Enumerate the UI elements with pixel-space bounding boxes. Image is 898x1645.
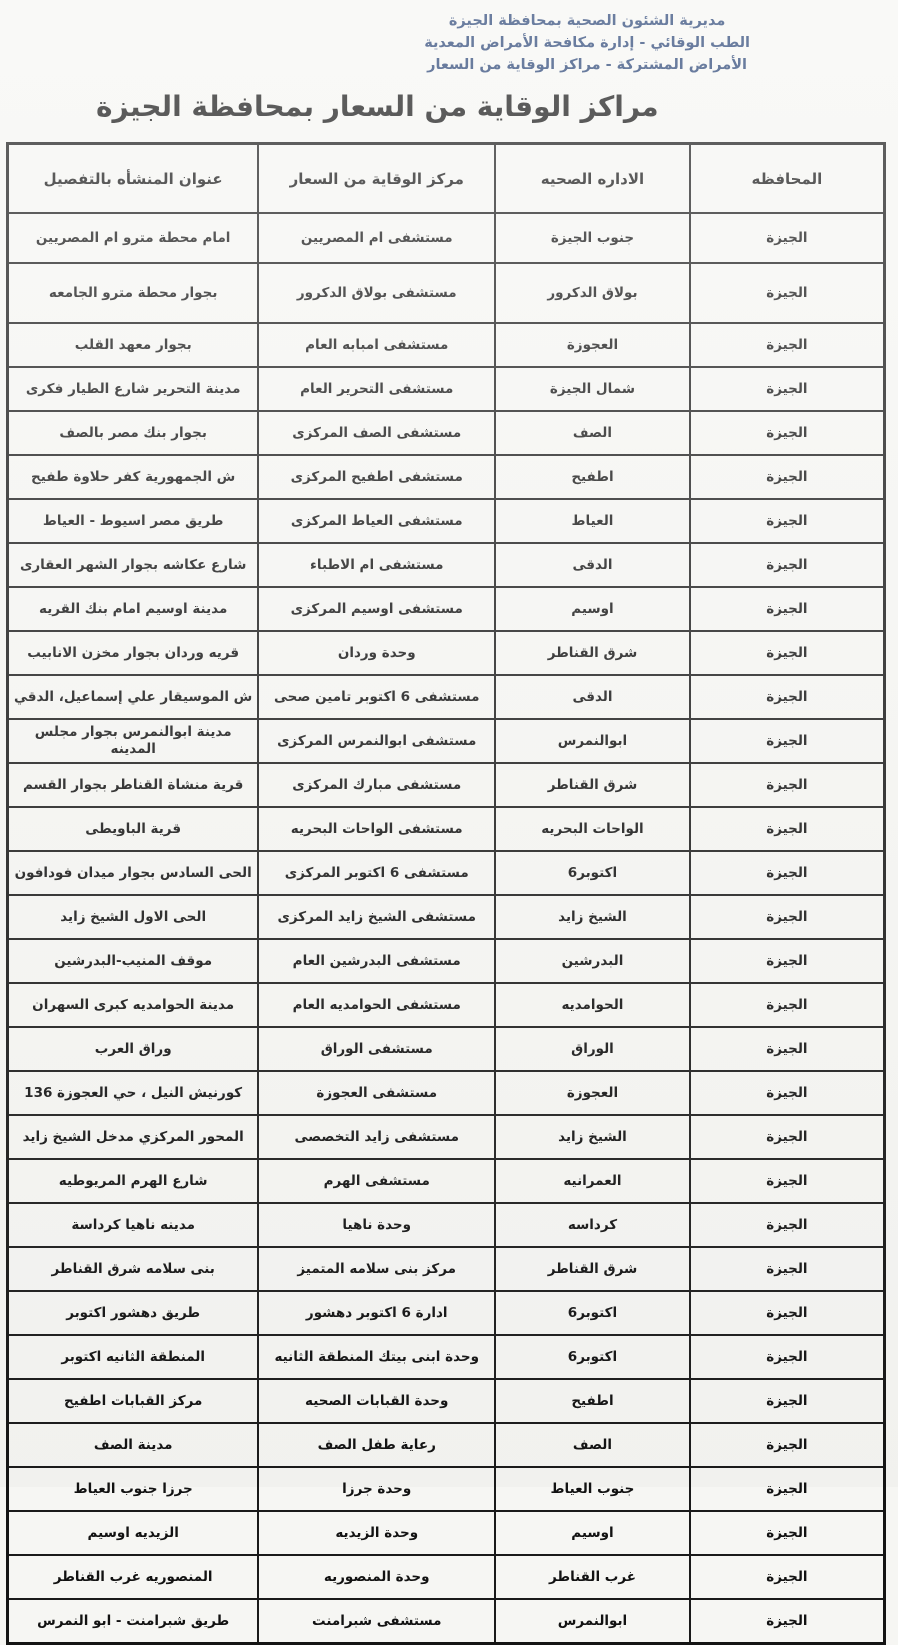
cell-governorate: الجيزة <box>690 939 885 983</box>
table-row <box>8 1247 885 1291</box>
cell-governorate: الجيزة <box>690 675 885 719</box>
cell-address: وراق العرب <box>8 1027 259 1071</box>
cell-center: مستشفى العجوزة <box>258 1071 495 1115</box>
cell-center: مستشفى الوراق <box>258 1027 495 1071</box>
cell-governorate: الجيزة <box>690 1335 885 1379</box>
cell-governorate: الجيزة <box>690 367 885 411</box>
cell-governorate: الجيزة <box>690 1203 885 1247</box>
cell-center: مستشفى العياط المركزى <box>258 499 495 543</box>
cell-center: وحدة وردان <box>258 631 495 675</box>
cell-governorate: الجيزة <box>690 1599 885 1644</box>
cell-governorate: الجيزة <box>690 1511 885 1555</box>
cell-admin: الدقى <box>495 543 690 587</box>
cell-address: قرية منشاة القناطر بجوار القسم <box>8 763 259 807</box>
cell-governorate: الجيزة <box>690 807 885 851</box>
cell-admin: شرق القناطر <box>495 1247 690 1291</box>
table-row <box>8 719 885 763</box>
table-row <box>8 1203 885 1247</box>
cell-governorate: الجيزة <box>690 263 885 323</box>
cell-center: مستشفى 6 اكتوبر تامين صحى <box>258 675 495 719</box>
cell-address: مركز القبابات اطفيح <box>8 1379 259 1423</box>
cell-center: وحدة المنصوريه <box>258 1555 495 1599</box>
cell-admin: جنوب الجيزة <box>495 213 690 263</box>
table-row <box>8 1511 885 1555</box>
cell-address: قريه وردان بجوار مخزن الانابيب <box>8 631 259 675</box>
table-row <box>8 263 885 323</box>
cell-admin: العياط <box>495 499 690 543</box>
cell-center: مستشفى زايد التخصصى <box>258 1115 495 1159</box>
cell-governorate: الجيزة <box>690 1071 885 1115</box>
cell-admin: العجوزة <box>495 1071 690 1115</box>
cell-center: مستشفى الحوامديه العام <box>258 983 495 1027</box>
cell-governorate: الجيزة <box>690 323 885 367</box>
cell-governorate: الجيزة <box>690 1555 885 1599</box>
cell-admin: البدرشين <box>495 939 690 983</box>
cell-address: ش الجمهورية كفر حلاوة طفيح <box>8 455 259 499</box>
table-row <box>8 939 885 983</box>
cell-admin: كرداسه <box>495 1203 690 1247</box>
cell-governorate: الجيزة <box>690 455 885 499</box>
cell-governorate: الجيزة <box>690 719 885 763</box>
cell-governorate: الجيزة <box>690 499 885 543</box>
cell-center: مستشفى شبرامنت <box>258 1599 495 1644</box>
table-row <box>8 763 885 807</box>
cell-admin: غرب القناطر <box>495 1555 690 1599</box>
cell-admin: الدقى <box>495 675 690 719</box>
table-row <box>8 1555 885 1599</box>
table-row <box>8 1423 885 1467</box>
cell-center: رعاية طفل الصف <box>258 1423 495 1467</box>
header-cell-prevention-center: مركز الوقاية من السعار <box>258 144 495 214</box>
cell-address: بجوار معهد القلب <box>8 323 259 367</box>
table-row <box>8 455 885 499</box>
cell-address: شارع الهرم المريوطيه <box>8 1159 259 1203</box>
cell-center: مستشفى اطفيح المركزى <box>258 455 495 499</box>
cell-address: بجوار محطة مترو الجامعه <box>8 263 259 323</box>
table-row <box>8 807 885 851</box>
cell-center: مستشفى الهرم <box>258 1159 495 1203</box>
cell-center: وحدة جرزا <box>258 1467 495 1511</box>
table-row <box>8 1159 885 1203</box>
table-row <box>8 587 885 631</box>
cell-center: مستشفى الشيخ زايد المركزى <box>258 895 495 939</box>
cell-admin: اطفيح <box>495 1379 690 1423</box>
cell-center: مستشفى ام الاطباء <box>258 543 495 587</box>
cell-governorate: الجيزة <box>690 1115 885 1159</box>
cell-address: مدينة اوسيم امام بنك القريه <box>8 587 259 631</box>
cell-governorate: الجيزة <box>690 1159 885 1203</box>
cell-admin: ابوالنمرس <box>495 1599 690 1644</box>
cell-center: ادارة 6 اكتوبر دهشور <box>258 1291 495 1335</box>
cell-address: مدينة الصف <box>8 1423 259 1467</box>
cell-governorate: الجيزة <box>690 895 885 939</box>
cell-address: مدينة ابوالنمرس بجوار مجلس المدينه <box>8 719 259 763</box>
cell-governorate: الجيزة <box>690 411 885 455</box>
cell-address: بجوار بنك مصر بالصف <box>8 411 259 455</box>
cell-governorate: الجيزة <box>690 851 885 895</box>
letterhead-line-3: الأمراض المشتركة - مراكز الوقاية من السعار <box>427 57 748 73</box>
table-row <box>8 213 885 263</box>
cell-center: مستشفى البدرشين العام <box>258 939 495 983</box>
cell-admin: الشيخ زايد <box>495 895 690 939</box>
cell-center: وحدة القبابات الصحيه <box>258 1379 495 1423</box>
cell-address: الزيديه اوسيم <box>8 1511 259 1555</box>
cell-admin: الواحات البحريه <box>495 807 690 851</box>
cell-admin: بولاق الدكرور <box>495 263 690 323</box>
letterhead-line-2: الطب الوقائي - إدارة مكافحة الأمراض المعدية <box>424 35 750 51</box>
cell-governorate: الجيزة <box>690 1379 885 1423</box>
rabies-centers-table-wrap <box>6 142 886 1645</box>
table-row <box>8 1071 885 1115</box>
cell-center: وحدة الزيديه <box>258 1511 495 1555</box>
cell-address: جرزا جنوب العياط <box>8 1467 259 1511</box>
cell-governorate: الجيزة <box>690 1291 885 1335</box>
cell-governorate: الجيزة <box>690 631 885 675</box>
table-row <box>8 631 885 675</box>
cell-governorate: الجيزة <box>690 1467 885 1511</box>
cell-admin: شمال الجيزة <box>495 367 690 411</box>
cell-center: مستشفى الواحات البحريه <box>258 807 495 851</box>
header-cell-health-admin: الاداره الصحيه <box>495 144 690 214</box>
cell-admin: شرق القناطر <box>495 763 690 807</box>
table-row <box>8 1379 885 1423</box>
cell-governorate: الجيزة <box>690 587 885 631</box>
letterhead-line-1: مديرية الشئون الصحية بمحافظة الجيزة <box>448 13 726 29</box>
header-cell-governorate: المحافظه <box>690 144 885 214</box>
cell-admin: اكتوبر6 <box>495 1335 690 1379</box>
table-row <box>8 1335 885 1379</box>
cell-address: كورنيش النيل ، حي العجوزة 136 <box>8 1071 259 1115</box>
table-row <box>8 499 885 543</box>
cell-admin: اطفيح <box>495 455 690 499</box>
cell-address: المنصوريه غرب القناطر <box>8 1555 259 1599</box>
cell-admin: اوسيم <box>495 1511 690 1555</box>
cell-address: المنطقة الثانيه اكتوبر <box>8 1335 259 1379</box>
cell-address: قرية الباويطى <box>8 807 259 851</box>
cell-center: مستشفى 6 اكتوبر المركزى <box>258 851 495 895</box>
cell-address: طريق شبرامنت - ابو النمرس <box>8 1599 259 1644</box>
cell-center: وحدة ناهيا <box>258 1203 495 1247</box>
cell-governorate: الجيزة <box>690 983 885 1027</box>
cell-address: ش الموسيقار علي إسماعيل، الدقي <box>8 675 259 719</box>
table-row <box>8 851 885 895</box>
cell-admin: اوسيم <box>495 587 690 631</box>
cell-center: مستشفى مبارك المركزى <box>258 763 495 807</box>
cell-center: مستشفى بولاق الدكرور <box>258 263 495 323</box>
cell-admin: العجوزة <box>495 323 690 367</box>
cell-admin: الصف <box>495 411 690 455</box>
cell-admin: شرق القناطر <box>495 631 690 675</box>
table-row <box>8 1027 885 1071</box>
cell-admin: الوراق <box>495 1027 690 1071</box>
cell-address: طريق مصر اسيوط - العياط <box>8 499 259 543</box>
cell-governorate: الجيزة <box>690 543 885 587</box>
cell-admin: العمرانيه <box>495 1159 690 1203</box>
cell-address: طريق دهشور اكتوبر <box>8 1291 259 1335</box>
cell-governorate: الجيزة <box>690 1423 885 1467</box>
table-row <box>8 411 885 455</box>
cell-address: مدينه ناهيا كرداسة <box>8 1203 259 1247</box>
cell-address: الحى الاول الشيخ زايد <box>8 895 259 939</box>
cell-address: الحى السادس بجوار ميدان فودافون <box>8 851 259 895</box>
page-title: مراكز الوقاية من السعار بمحافظة الجيزة <box>96 90 659 123</box>
cell-center: مستشفى الصف المركزى <box>258 411 495 455</box>
table-row <box>8 1467 885 1511</box>
table-header-row <box>8 144 885 214</box>
cell-admin: ابوالنمرس <box>495 719 690 763</box>
cell-address: موقف المنيب-البدرشين <box>8 939 259 983</box>
header-cell-address: عنوان المنشأه بالتفصيل <box>8 144 259 214</box>
cell-address: بنى سلامه شرق القناطر <box>8 1247 259 1291</box>
table-row <box>8 1115 885 1159</box>
table-row <box>8 543 885 587</box>
cell-center: مستشفى ام المصريين <box>258 213 495 263</box>
table-row <box>8 1599 885 1644</box>
cell-center: مركز بنى سلامه المتميز <box>258 1247 495 1291</box>
cell-admin: اكتوبر6 <box>495 851 690 895</box>
cell-center: وحدة ابنى بيتك المنطقة الثانيه <box>258 1335 495 1379</box>
cell-governorate: الجيزة <box>690 1247 885 1291</box>
cell-address: مدينة الحوامديه كبرى السهران <box>8 983 259 1027</box>
cell-center: مستشفى امبابه العام <box>258 323 495 367</box>
cell-address: مدينة التحرير شارع الطيار فكرى <box>8 367 259 411</box>
table-row <box>8 983 885 1027</box>
cell-admin: جنوب العياط <box>495 1467 690 1511</box>
rabies-centers-table <box>6 142 886 1645</box>
cell-address: شارع عكاشه بجوار الشهر العقارى <box>8 543 259 587</box>
cell-address: امام محطة مترو ام المصريين <box>8 213 259 263</box>
cell-center: مستشفى ابوالنمرس المركزى <box>258 719 495 763</box>
cell-governorate: الجيزة <box>690 1027 885 1071</box>
table-row <box>8 675 885 719</box>
cell-admin: الشيخ زايد <box>495 1115 690 1159</box>
cell-center: مستشفى اوسيم المركزى <box>258 587 495 631</box>
table-row <box>8 895 885 939</box>
cell-governorate: الجيزة <box>690 213 885 263</box>
cell-center: مستشفى التحرير العام <box>258 367 495 411</box>
cell-address: المحور المركزي مدخل الشيخ زايد <box>8 1115 259 1159</box>
table-body <box>8 213 885 1644</box>
cell-admin: الحوامديه <box>495 983 690 1027</box>
cell-governorate: الجيزة <box>690 763 885 807</box>
cell-admin: اكتوبر6 <box>495 1291 690 1335</box>
table-row <box>8 367 885 411</box>
table-row <box>8 1291 885 1335</box>
table-row <box>8 323 885 367</box>
letterhead <box>424 10 750 76</box>
cell-admin: الصف <box>495 1423 690 1467</box>
